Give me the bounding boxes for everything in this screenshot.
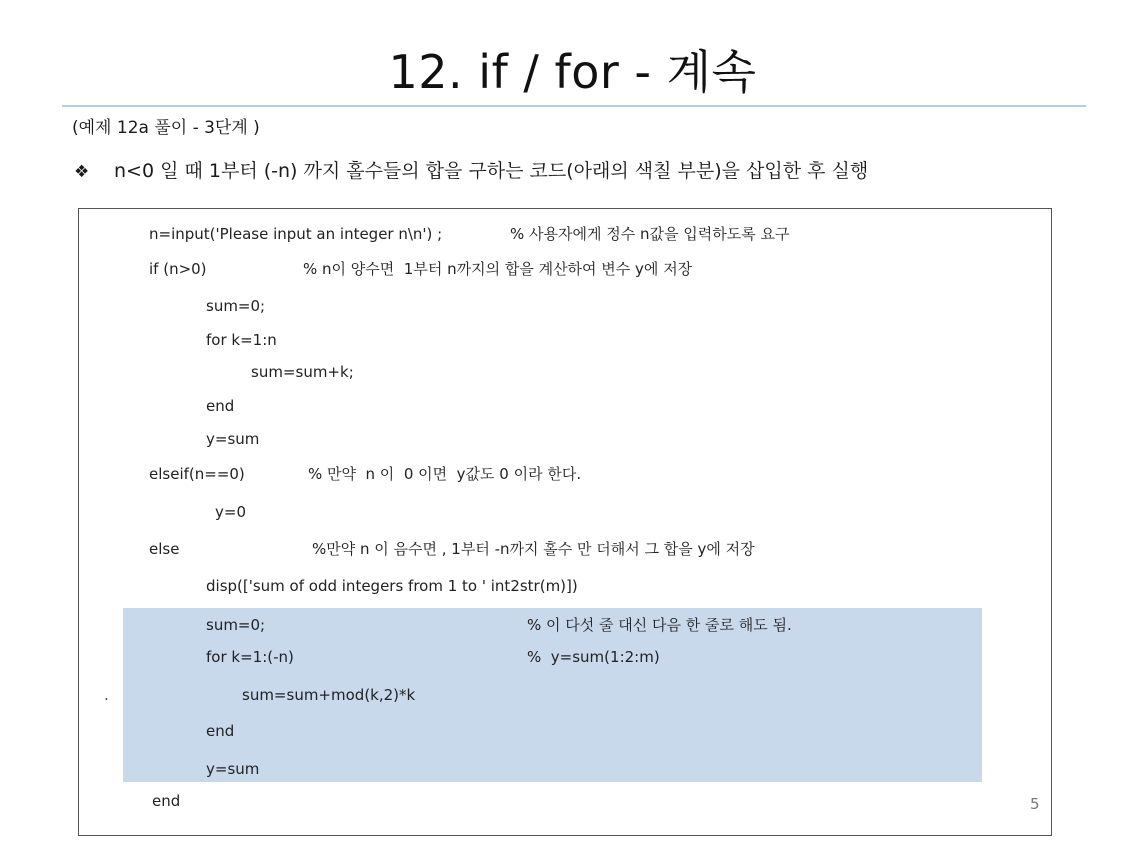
code-line: disp(['sum of odd integers from 1 to ' int2str(m)])	[206, 577, 578, 595]
code-comment: %만약 n 이 음수면 , 1부터 -n까지 홀수 만 더해서 그 합을 y에 저장	[312, 540, 755, 558]
code-comment: % 이 다섯 줄 대신 다음 한 줄로 해도 됨.	[527, 616, 792, 634]
stray-dot: .	[104, 686, 109, 704]
slide-title: 12. if / for - 계속	[388, 45, 757, 99]
bullet-instruction	[74, 157, 868, 186]
code-comment: % n이 양수면 1부터 n까지의 합을 계산하여 변수 y에 저장	[303, 260, 693, 278]
title-divider	[62, 105, 1086, 107]
code-comment: % y=sum(1:2:m)	[527, 648, 660, 666]
code-line: end	[152, 792, 181, 810]
code-line: for k=1:n	[206, 331, 277, 349]
page-number: 5	[1030, 795, 1040, 813]
code-line: if (n>0)	[149, 260, 207, 278]
code-line: y=sum	[206, 430, 260, 448]
slide-subtitle: (예제 12a 풀이 - 3단계 )	[72, 118, 260, 138]
code-line: for k=1:(-n)	[206, 648, 294, 666]
code-line: else	[149, 540, 180, 558]
code-line: sum=sum+mod(k,2)*k	[242, 686, 416, 704]
code-line: elseif(n==0)	[149, 465, 245, 483]
diamond-bullet-icon: ❖	[74, 162, 90, 182]
code-line: end	[206, 397, 235, 415]
bullet-text: n<0 일 때 1부터 (-n) 까지 홀수들의 합을 구하는 코드(아래의 색칠 부분)을 삽입한 후 실행	[114, 160, 869, 182]
code-line: sum=0;	[206, 616, 266, 634]
code-line: sum=0;	[206, 297, 266, 315]
code-comment: % 만약 n 이 0 이면 y값도 0 이라 한다.	[308, 465, 582, 483]
code-line: end	[206, 722, 235, 740]
code-comment: % 사용자에게 정수 n값을 입력하도록 요구	[510, 225, 790, 243]
code-line: n=input('Please input an integer n\n') ;	[149, 225, 443, 243]
code-line: sum=sum+k;	[251, 363, 354, 381]
code-line: y=sum	[206, 760, 260, 778]
code-line: y=0	[215, 503, 246, 521]
